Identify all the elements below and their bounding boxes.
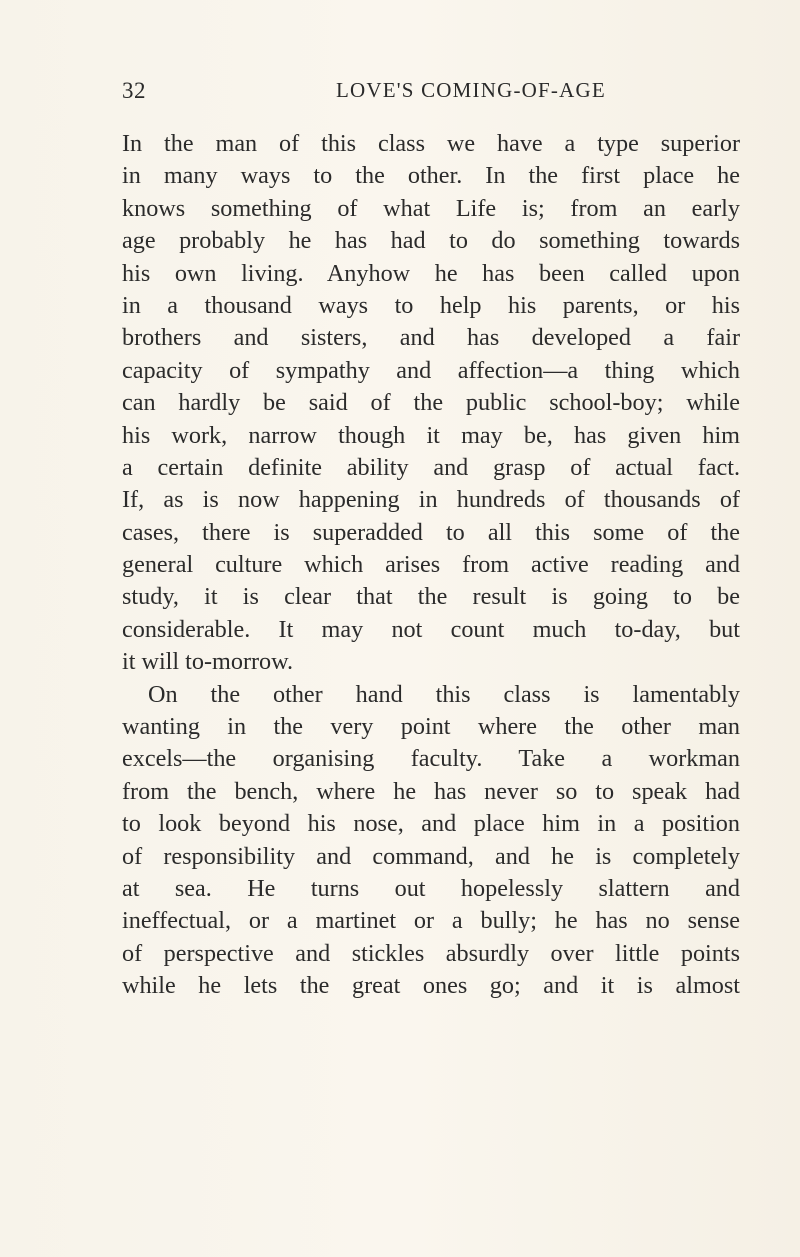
text-line: it will to-morrow.: [122, 648, 294, 676]
text-line: of responsibility and command, and he is completely: [122, 842, 740, 870]
text-line: age probably he has had to do something towards: [122, 227, 740, 255]
text-line: cases, there is superadded to all this some of the: [122, 518, 740, 546]
text-line: to look beyond his nose, and place him in a position: [122, 810, 740, 838]
text-line: at sea. He turns out hopelessly slattern and: [122, 874, 740, 902]
text-line: his own living. Anyhow he has been called upon: [122, 259, 740, 287]
text-line: knows something of what Life is; from an early: [122, 194, 740, 222]
text-line: brothers and sisters, and has developed a fair: [122, 324, 740, 352]
text-line: capacity of sympathy and affection—a thing which: [122, 356, 740, 384]
text-line: If, as is now happening in hundreds of thousands of: [122, 486, 740, 514]
text-line: In the man of this class we have a type superior: [122, 130, 740, 157]
page-number: 32: [122, 78, 146, 103]
body-text: [122, 128, 740, 1003]
text-line: in a thousand ways to help his parents, or his: [122, 291, 740, 319]
text-line: excels—the organising faculty. Take a workman: [122, 745, 740, 773]
text-line: wanting in the very point where the other man: [122, 713, 740, 741]
text-line: a certain definite ability and grasp of actual fact.: [122, 453, 740, 481]
text-line: study, it is clear that the result is going to be: [122, 583, 740, 611]
text-line: while he lets the great ones go; and it is almost: [122, 972, 740, 1000]
text-line: general culture which arises from active reading and: [122, 551, 740, 579]
text-line: can hardly be said of the public school-boy; while: [122, 389, 740, 417]
text-line: in many ways to the other. In the first place he: [122, 162, 740, 190]
text-line: his work, narrow though it may be, has given him: [122, 421, 740, 449]
running-head: LOVE'S COMING-OF-AGE: [336, 78, 606, 102]
text-line: of perspective and stickles absurdly over little points: [122, 939, 740, 967]
text-line: from the bench, where he has never so to speak had: [122, 777, 740, 805]
page-header: [122, 78, 742, 110]
text-line: On the other hand this class is lamentably: [148, 680, 740, 708]
text-line: considerable. It may not count much to-day, but: [122, 615, 740, 643]
text-line: ineffectual, or a martinet or a bully; he has no sense: [122, 907, 740, 935]
